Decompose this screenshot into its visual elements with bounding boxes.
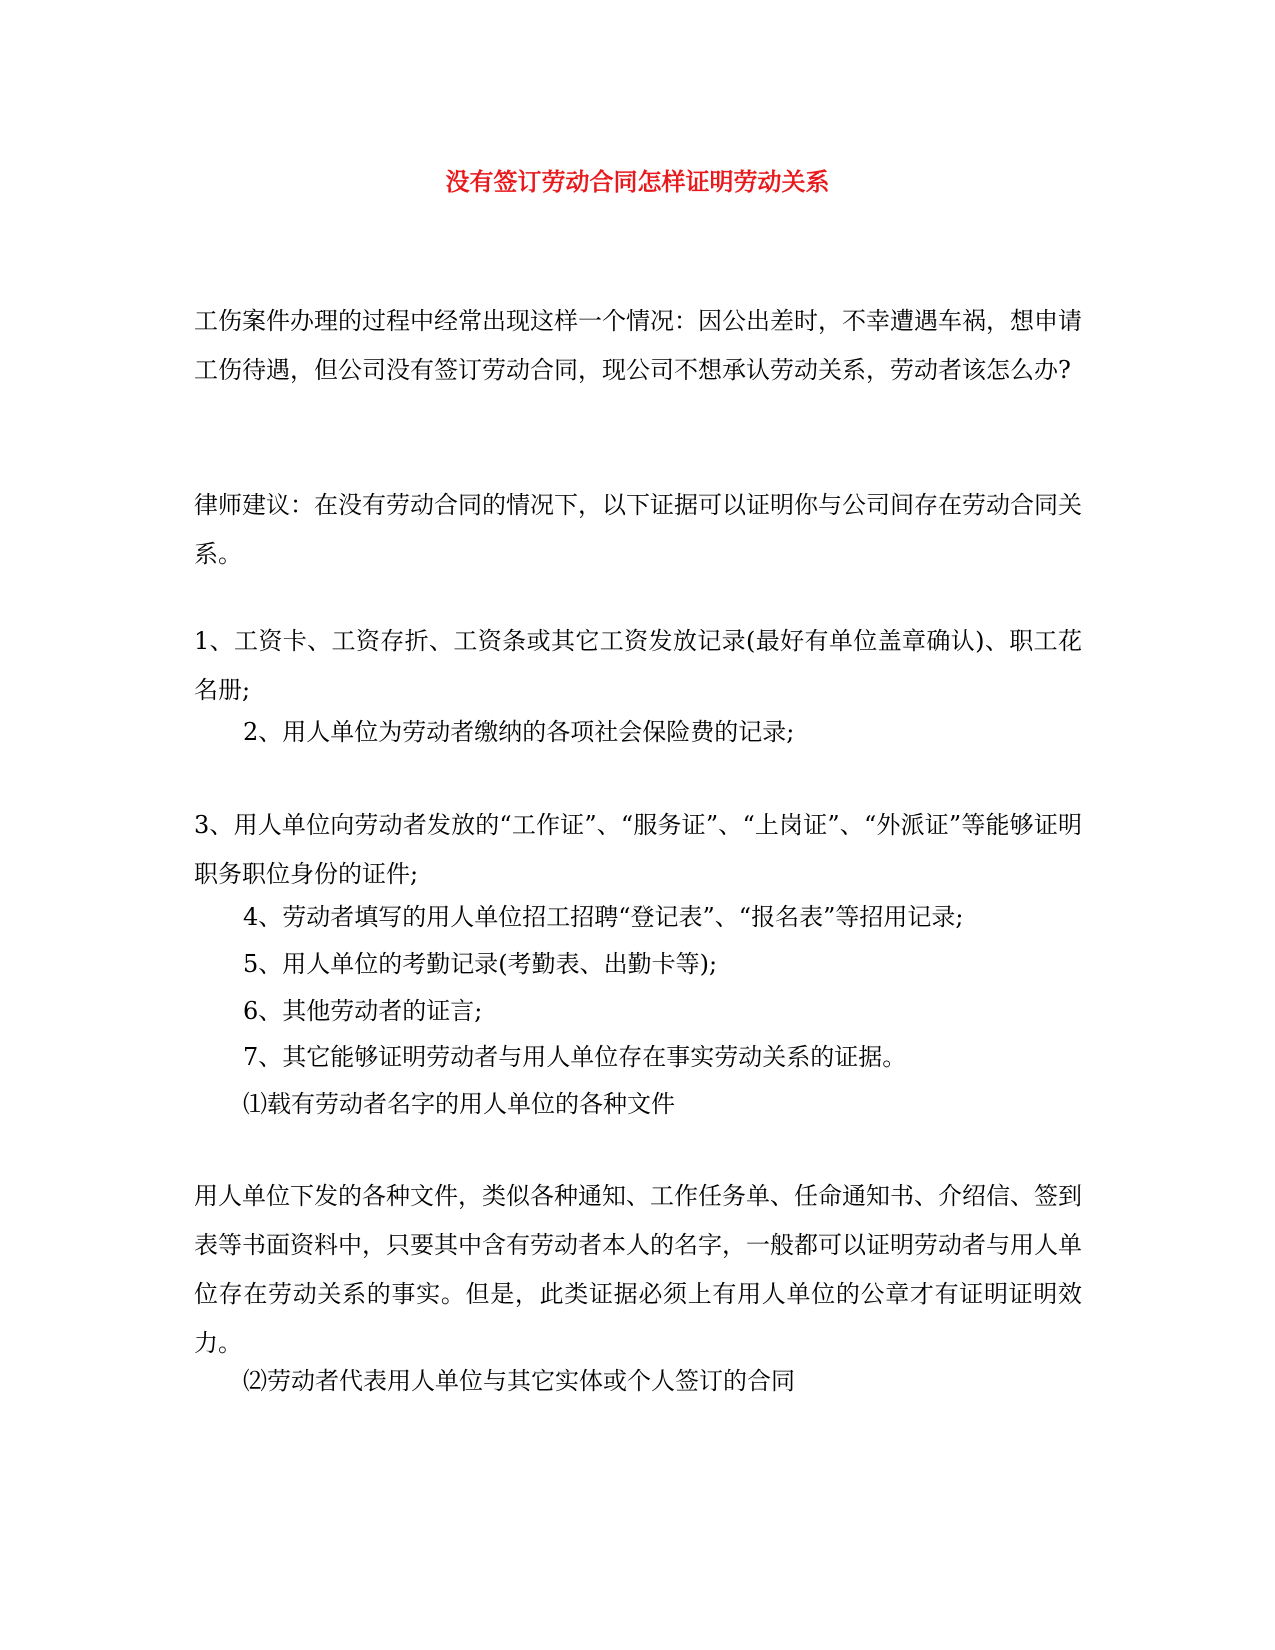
evidence-item-2: 2、用人单位为劳动者缴纳的各项社会保险费的记录;: [243, 718, 795, 746]
subsection-1-heading: ⑴载有劳动者名字的用人单位的各种文件: [243, 1090, 675, 1118]
evidence-item-1: 1、工资卡、工资存折、工资条或其它工资发放记录(最好有单位盖章确认)、职工花名册;: [194, 627, 1082, 704]
lawyer-advice-paragraph: 律师建议：在没有劳动合同的情况下，以下证据可以证明你与公司间存在劳动合同关系。: [194, 491, 1082, 568]
subsection-2-heading: ⑵劳动者代表用人单位与其它实体或个人签订的合同: [243, 1367, 795, 1395]
evidence-item-4: 4、劳动者填写的用人单位招工招聘“登记表”、“报名表”等招用记录;: [243, 903, 964, 931]
subsection-1-body: 用人单位下发的各种文件，类似各种通知、工作任务单、任命通知书、介绍信、签到表等书面资料中，只要其中含有劳动者本人的名字，一般都可以证明劳动者与用人单位存在劳动关系的事实。但是，此类证据必须上有用人单位的公章才有证明证明效力。: [194, 1182, 1082, 1357]
document-title: 没有签订劳动合同怎样证明劳动关系: [445, 167, 830, 196]
evidence-item-3: 3、用人单位向劳动者发放的“工作证”、“服务证”、“上岗证”、“外派证”等能够证明职务职位身份的证件;: [194, 811, 1082, 888]
evidence-item-6: 6、其他劳动者的证言;: [243, 997, 483, 1025]
evidence-item-5: 5、用人单位的考勤记录(考勤表、出勤卡等);: [243, 950, 718, 978]
intro-paragraph: 工伤案件办理的过程中经常出现这样一个情况：因公出差时，不幸遭遇车祸，想申请工伤待遇，但公司没有签订劳动合同，现公司不想承认劳动关系，劳动者该怎么办?: [194, 307, 1082, 384]
evidence-item-7: 7、其它能够证明劳动者与用人单位存在事实劳动关系的证据。: [243, 1043, 907, 1071]
